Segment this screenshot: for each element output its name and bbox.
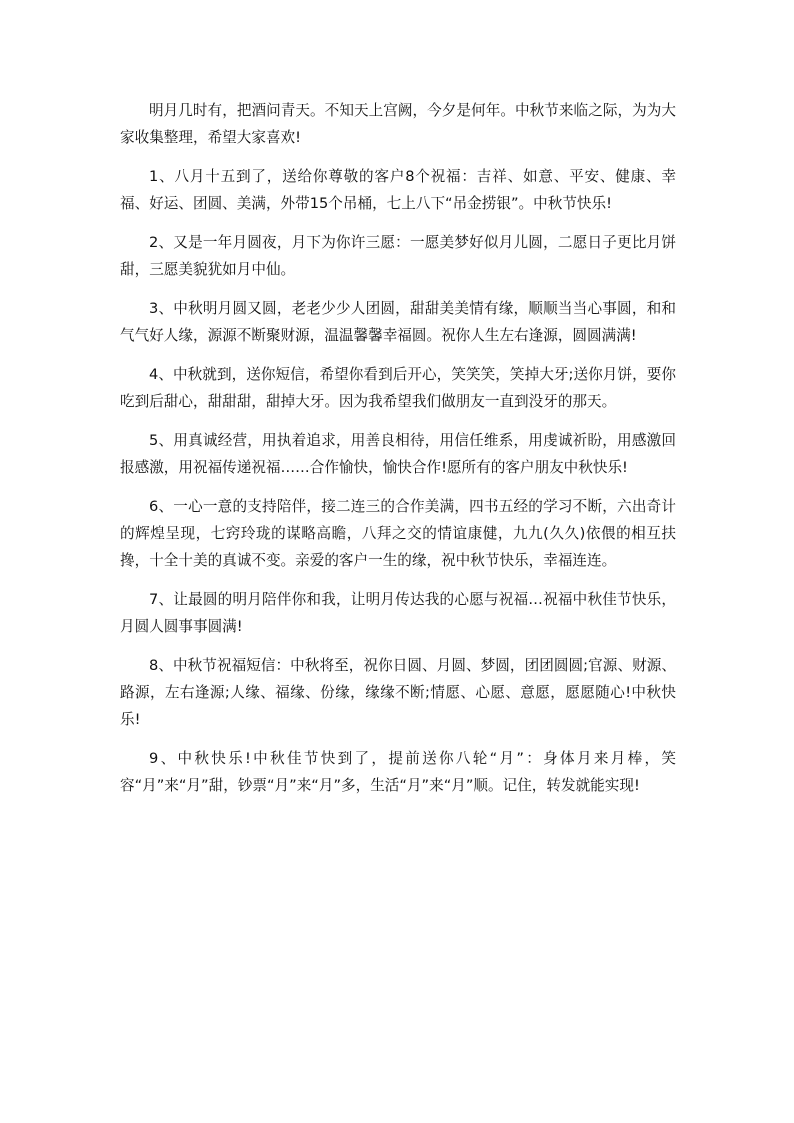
paragraph-5: 5、用真诚经营，用执着追求，用善良相待，用信任维系，用虔诚祈盼，用感激回报感激，用祝福传递祝福……合作愉快，愉快合作!愿所有的客户朋友中秋快乐! — [120, 432, 676, 476]
paragraph-7: 7、让最圆的明月陪伴你和我，让明月传达我的心愿与祝福…祝福中秋佳节快乐，月圆人圆事事圆满! — [120, 591, 676, 635]
paragraph-3: 3、中秋明月圆又圆，老老少少人团圆，甜甜美美情有缘，顺顺当当心事圆，和和气气好人缘，源源不断聚财源，温温馨馨幸福圆。祝你人生左右逢源，圆圆满满! — [120, 300, 676, 344]
paragraph-6: 6、一心一意的支持陪伴，接二连三的合作美满，四书五经的学习不断，六出奇计的辉煌呈现，七窍玲珑的谋略高瞻，八拜之交的情谊康健，九九(久久)依偎的相互扶搀，十全十美的真诚不变。亲爱的客户一生的缘，祝中秋节快乐，幸福连连。 — [120, 498, 676, 569]
paragraph-2: 2、又是一年月圆夜，月下为你许三愿：一愿美梦好似月儿圆，二愿日子更比月饼甜，三愿美貌犹如月中仙。 — [120, 234, 676, 278]
paragraph-9: 9、中秋快乐!中秋佳节快到了，提前送你八轮“月”：身体月来月棒，笑容“月”来“月”甜，钞票“月”来“月”多，生活“月”来“月”顺。记住，转发就能实现! — [120, 750, 676, 794]
paragraph-1: 1、八月十五到了，送给你尊敬的客户8个祝福：吉祥、如意、平安、健康、幸福、好运、团圆、美满，外带15个吊桶，七上八下“吊金捞银”。中秋节快乐! — [120, 168, 676, 212]
paragraph-intro: 明月几时有，把酒问青天。不知天上宫阙，今夕是何年。中秋节来临之际，为为大家收集整理，希望大家喜欢! — [120, 102, 676, 146]
paragraph-4: 4、中秋就到，送你短信，希望你看到后开心，笑笑笑，笑掉大牙;送你月饼，要你吃到后甜心，甜甜甜，甜掉大牙。因为我希望我们做朋友一直到没牙的那天。 — [120, 366, 676, 410]
document-body — [120, 97, 676, 811]
paragraph-8: 8、中秋节祝福短信：中秋将至，祝你日圆、月圆、梦圆，团团圆圆;官源、财源、路源，左右逢源;人缘、福缘、份缘，缘缘不断;情愿、心愿、意愿，愿愿随心!中秋快乐! — [120, 657, 676, 728]
